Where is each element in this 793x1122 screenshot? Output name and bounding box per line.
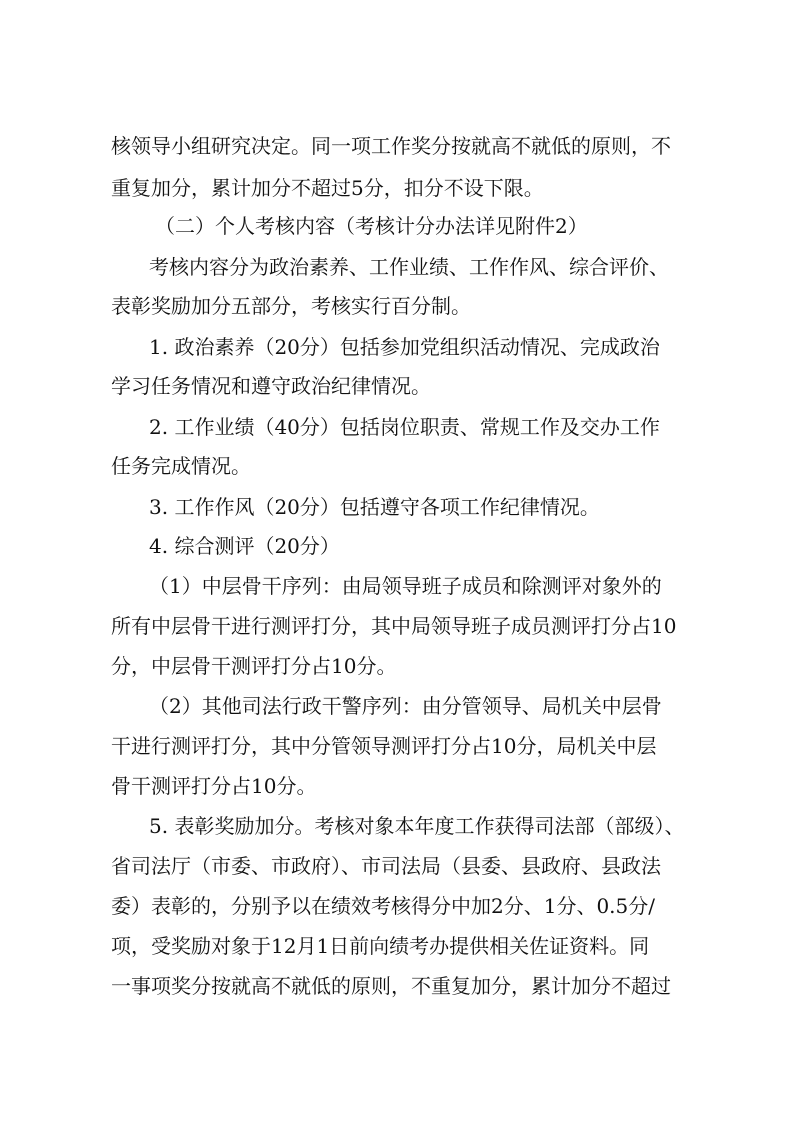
text-line (0, 612, 793, 640)
line-text: 4. 综合测评（20分） (149, 534, 340, 558)
text-line (0, 732, 793, 760)
text-line (0, 174, 793, 202)
line-text: 考核内容分为政治素养、工作业绩、工作作风、综合评价、 (149, 255, 669, 279)
text-line (0, 372, 793, 400)
text-line (0, 132, 793, 160)
section-heading-text: （二）个人考核内容（考核计分办法详见附件2） (155, 214, 588, 238)
list-item-4 (0, 532, 793, 560)
text-line (0, 932, 793, 960)
line-text: （1）中层骨干序列：由局领导班子成员和除测评对象外的 (149, 574, 662, 598)
line-text: 学习任务情况和遵守政治纪律情况。 (111, 374, 431, 398)
line-text: （2）其他司法行政干警序列：由分管领导、局机关中层骨 (149, 694, 662, 718)
line-text: 2. 工作业绩（40分）包括岗位职责、常规工作及交办工作 (149, 415, 660, 439)
sub-item-1 (0, 572, 793, 600)
text-line (0, 253, 793, 281)
line-text: 分，中层骨干测评打分占10分。 (111, 654, 397, 678)
section-heading (0, 212, 793, 240)
list-item-5 (0, 812, 793, 840)
line-text: 骨干测评打分占10分。 (111, 774, 317, 798)
text-line (0, 972, 793, 1000)
line-text: 干进行测评打分，其中分管领导测评打分占10分，局机关中层 (111, 734, 657, 758)
line-text: 5. 表彰奖励加分。考核对象本年度工作获得司法部（部级）、 (149, 814, 685, 838)
line-text: 任务完成情况。 (111, 454, 251, 478)
text-line (0, 292, 793, 320)
line-text: 省司法厅（市委、市政府）、市司法局（县委、县政府、县政法 (111, 854, 661, 878)
line-text: 表彰奖励加分五部分，考核实行百分制。 (111, 294, 471, 318)
line-text: 所有中层骨干进行测评打分，其中局领导班子成员测评打分占10 (111, 614, 677, 638)
line-text: 重复加分，累计加分不超过5分，扣分不设下限。 (111, 176, 544, 200)
list-item-2 (0, 413, 793, 441)
line-text: 委）表彰的，分别予以在绩效考核得分中加2分、1分、0.5分/ (111, 894, 655, 918)
text-line (0, 452, 793, 480)
list-item-3 (0, 493, 793, 521)
text-line (0, 652, 793, 680)
line-text: 3. 工作作风（20分）包括遵守各项工作纪律情况。 (149, 495, 600, 519)
list-item-1 (0, 333, 793, 361)
line-text: 一事项奖分按就高不就低的原则，不重复加分，累计加分不超过 (111, 974, 671, 998)
text-line (0, 852, 793, 880)
line-text: 1. 政治素养（20分）包括参加党组织活动情况、完成政治 (149, 335, 660, 359)
line-text: 项，受奖励对象于12月1日前向绩考办提供相关佐证资料。同 (111, 934, 650, 958)
sub-item-2 (0, 692, 793, 720)
line-text: 核领导小组研究决定。同一项工作奖分按就高不就低的原则，不 (111, 134, 671, 158)
text-line (0, 892, 793, 920)
text-line (0, 772, 793, 800)
